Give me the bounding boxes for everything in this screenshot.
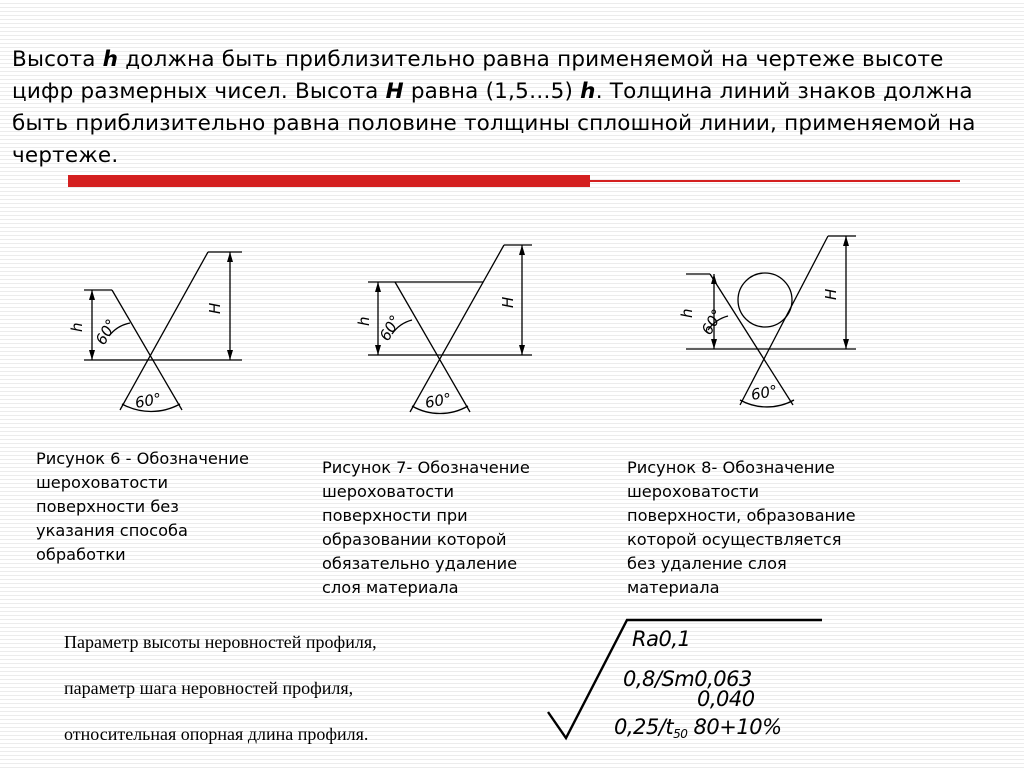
fig8-lower-angle-label: 60° <box>749 381 779 404</box>
fig8-left-leg <box>710 274 793 405</box>
fig6-H-label: H <box>206 302 224 314</box>
intro-H-symbol: H <box>385 79 404 104</box>
intro-text-3: равна (1,5…5) <box>403 79 581 104</box>
fig8-right-leg <box>740 236 828 405</box>
intro-text-1: Высота <box>12 47 103 72</box>
intro-h-symbol: h <box>102 47 119 72</box>
accent-bar <box>68 175 590 187</box>
fig7-left-leg <box>395 282 470 412</box>
fig8-upper-arc <box>708 316 728 330</box>
fig7-right-leg <box>410 245 504 412</box>
caption-figure-8: Рисунок 8- Обозначение шероховатости поверхности, образование которой осуществляется без удаление слоя материала <box>627 458 856 597</box>
fig7-lower-angle-label: 60° <box>423 389 453 412</box>
fig6-upper-arc <box>109 323 130 336</box>
fig6-h-label: h <box>68 322 86 332</box>
param-step-text: параметр шага неровностей профиля, <box>64 678 354 698</box>
param-height-text: Параметр высоты неровностей профиля, <box>64 632 377 652</box>
fig7-H-label: H <box>499 296 517 308</box>
sign-line-t-sub: 50 <box>673 727 688 741</box>
fig6-right-leg <box>120 252 208 410</box>
intro-text-4: . Толщина линий знаков должна быть приблизительно равна половине толщины сплошной линии, применяемой на чертеже. <box>12 79 976 168</box>
caption-figure-7: Рисунок 7- Обозначение шероховатости поверхности при образовании которой обязательно удаление слоя материала <box>322 458 530 597</box>
fig6-lower-arc <box>122 404 180 411</box>
fig8-lower-arc <box>740 400 794 407</box>
fig8-h-label: h <box>678 308 696 318</box>
fig7-upper-arc <box>392 320 412 334</box>
sign-line-sm: 0,8/Sm0,063 <box>623 667 752 691</box>
param-bearing-length-text: относительная опорная длина профиля. <box>64 724 369 744</box>
intro-text-2: должна быть приблизительно равна применяемой на чертеже высоте цифр размерных чисел. Высота <box>12 47 944 104</box>
accent-divider-line <box>590 180 960 182</box>
intro-paragraph <box>12 44 1012 172</box>
fig8-circle <box>738 273 792 327</box>
sign-line-sm-lower: 0,040 <box>697 687 755 711</box>
sign-line-ra: Ra0,1 <box>632 627 691 651</box>
sign-line-t-value: 80+10% <box>687 715 782 739</box>
caption-figure-6: Рисунок 6 - Обозначение шероховатости поверхности без указания способа обработки <box>36 449 249 564</box>
fig8-H-label: H <box>822 288 840 300</box>
fig6-left-leg <box>112 290 182 410</box>
fig6-lower-angle-label: 60° <box>133 389 163 412</box>
fig8-upper-angle-label: 60° <box>697 305 727 338</box>
fig7-h-label: h <box>355 316 373 326</box>
intro-h-symbol-2: h <box>580 79 596 104</box>
fig7-upper-angle-label: 60° <box>375 311 405 344</box>
sign-check-polyline <box>548 620 822 738</box>
sign-line-t-main: 0,25/t <box>614 715 674 739</box>
parameter-list <box>64 622 534 760</box>
sign-line-t <box>614 715 782 741</box>
fig6-upper-angle-label: 60° <box>91 315 121 348</box>
fig7-lower-arc <box>412 406 468 414</box>
